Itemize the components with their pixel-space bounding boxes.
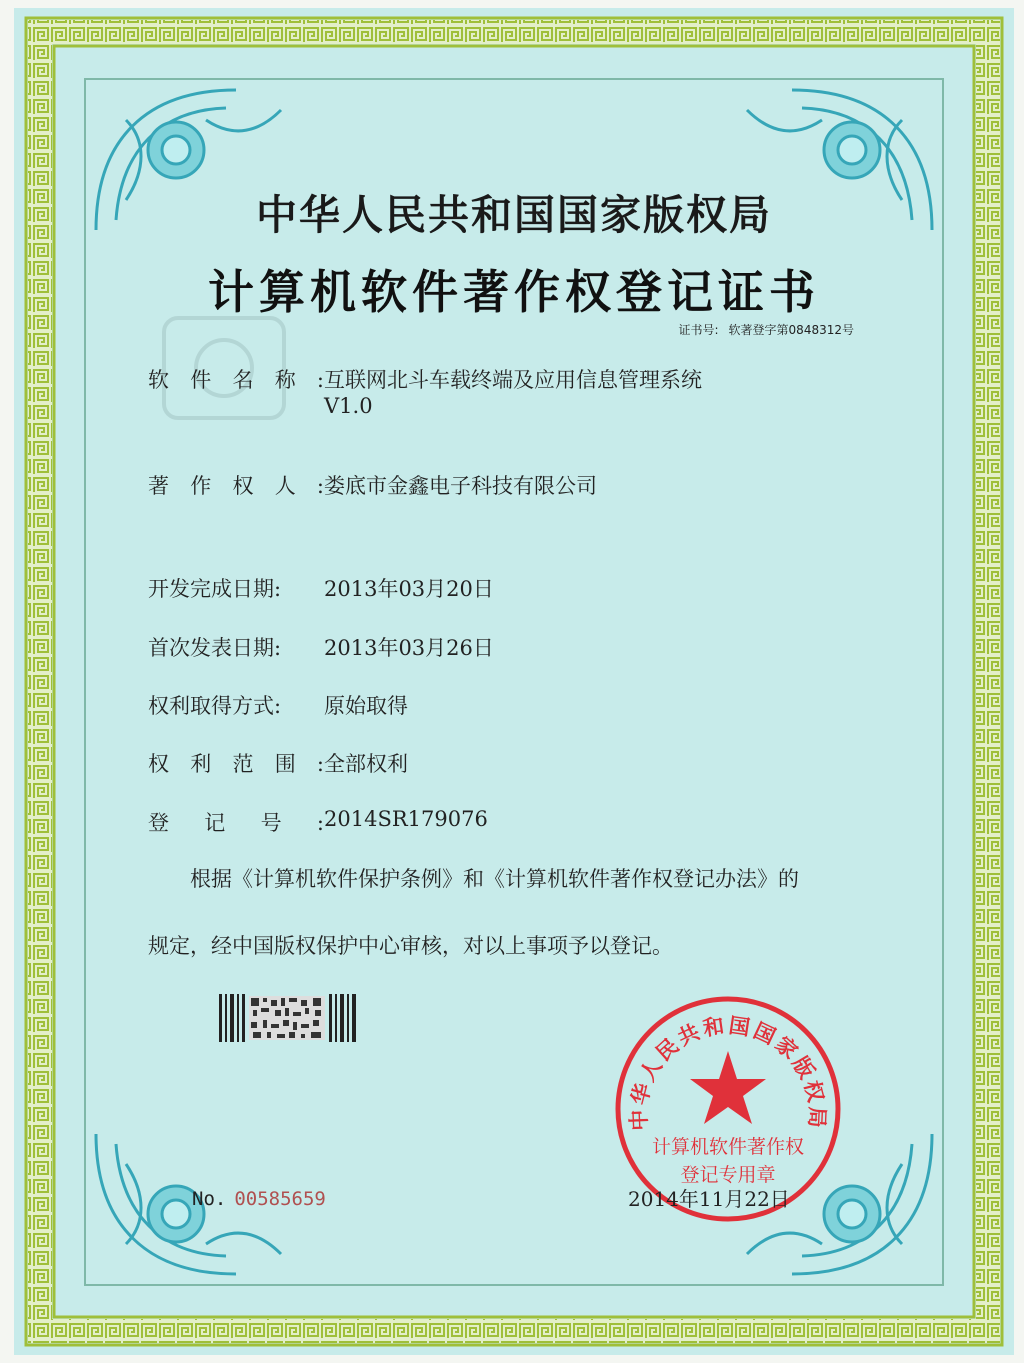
owner-value: 娄底市金鑫电子科技有限公司: [324, 474, 597, 498]
field-registration: [148, 807, 488, 837]
pub-date-label: 首次发表日期:: [148, 636, 282, 660]
field-owner: [148, 470, 597, 500]
software-name-line1: 互联网北斗车载终端及应用信息管理系统: [324, 368, 702, 392]
certificate-title: 计算机软件著作权登记证书: [208, 265, 820, 319]
field-pub-date: [148, 632, 494, 662]
seal-inner-line1: 计算机软件著作权: [651, 1136, 805, 1158]
statement-line2: 规定，经中国版权保护中心审核，对以上事项予以登记。: [148, 934, 673, 958]
field-scope: [148, 748, 408, 778]
statement-line1: 根据《计算机软件保护条例》和《计算机软件著作权登记办法》的: [190, 867, 799, 891]
field-acquire: [148, 690, 408, 720]
registration-label: 登记号:: [148, 811, 324, 835]
registration-value: 2014SR179076: [324, 807, 488, 831]
certificate-number: [669, 321, 855, 338]
field-software-name: [148, 364, 702, 418]
pub-date-value: 2013年03月26日: [324, 636, 494, 660]
issue-date: 2014年11月22日: [628, 1187, 790, 1211]
serial-value: 00585659: [234, 1188, 326, 1210]
software-name-label: 软件名称:: [148, 368, 324, 392]
scope-label: 权利范围:: [148, 752, 324, 776]
field-dev-date: [148, 573, 494, 603]
acquire-value: 原始取得: [324, 694, 408, 718]
acquire-label: 权利取得方式:: [148, 694, 282, 718]
certificate-sheet: [14, 8, 1014, 1355]
seal-outer-text: 中华人民共和国国家版权局: [626, 1013, 830, 1132]
statement-paragraph: [148, 846, 908, 980]
software-name-line2: V1.0: [324, 394, 373, 418]
certificate-number-label: 证书号:: [678, 323, 719, 337]
certificate-number-value: 软著登字第0848312号: [728, 323, 854, 337]
issuer-title: 中华人民共和国国家版权局: [256, 191, 772, 239]
scope-value: 全部权利: [324, 752, 408, 776]
serial-number: [192, 1188, 326, 1210]
dev-date-value: 2013年03月20日: [324, 577, 494, 601]
seal-inner-line2: 登记专用章: [680, 1164, 776, 1186]
owner-label: 著作权人:: [148, 474, 324, 498]
serial-label: No.: [192, 1188, 227, 1210]
software-name-value: [324, 364, 702, 418]
barcode-icon: [219, 994, 359, 1042]
dev-date-label: 开发完成日期:: [148, 577, 282, 601]
